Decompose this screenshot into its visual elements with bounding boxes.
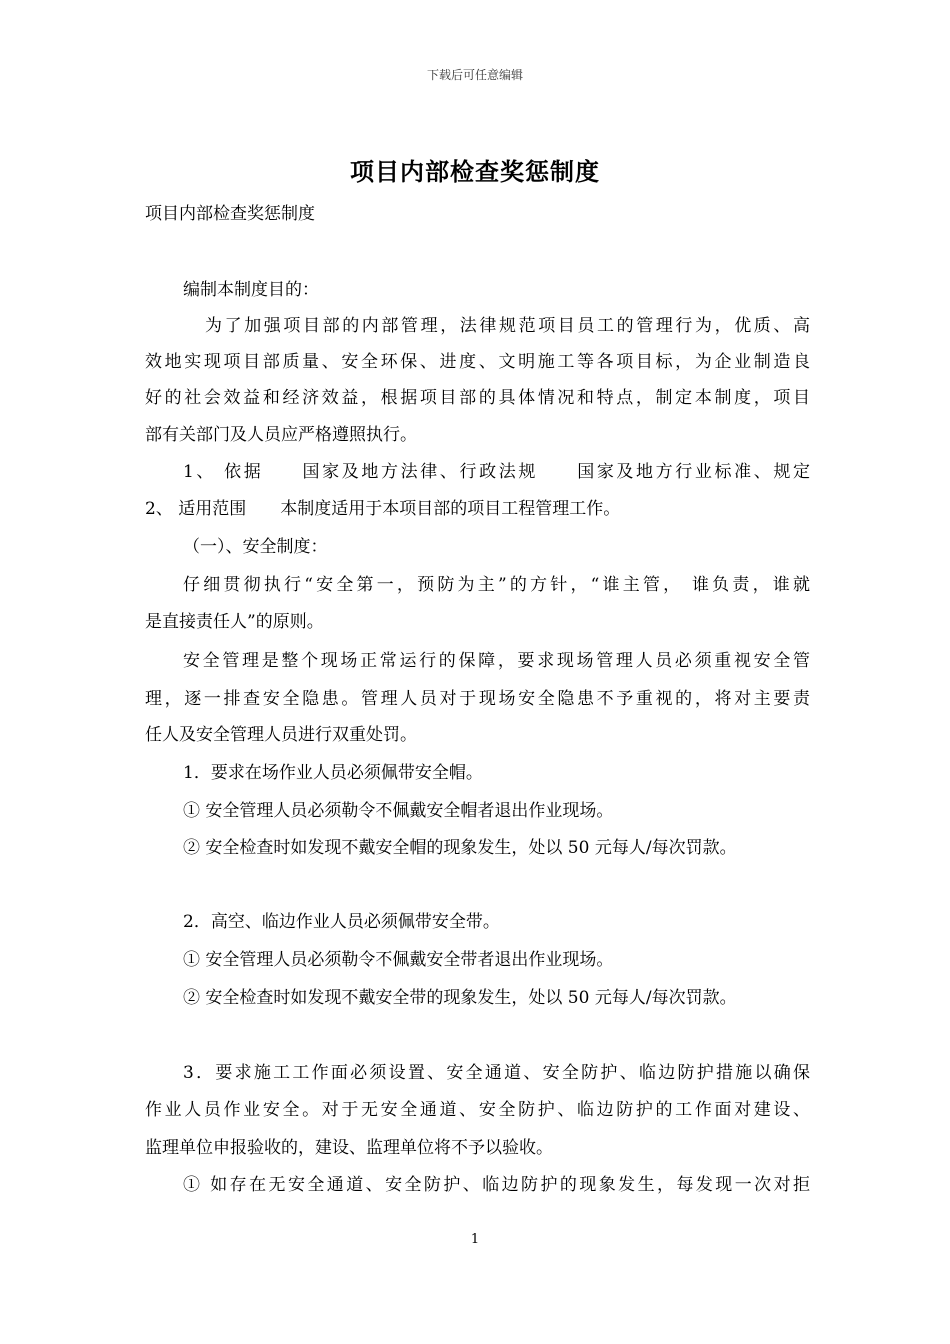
section-heading: （一）、安全制度： bbox=[183, 537, 328, 557]
paragraph-line: 效地实现项目部质量、安全环保、进度、文明施工等各项目标，为企业制造良 bbox=[145, 352, 810, 372]
paragraph-line: 1、 依据 国家及地方法律、行政法规 国家及地方行业标准、规定 bbox=[183, 462, 810, 482]
paragraph-line: 安全管理是整个现场正常运行的保障，要求现场管理人员必须重视安全管 bbox=[183, 651, 810, 671]
list-item: ① 如存在无安全通道、安全防护、临边防护的现象发生，每发现一次对拒 bbox=[183, 1175, 810, 1195]
list-item: ② 安全检查时如发现不戴安全带的现象发生，处以 50 元每人/每次罚款。 bbox=[183, 988, 737, 1008]
paragraph-line: 监理单位申报验收的，建设、监理单位将不予以验收。 bbox=[145, 1138, 553, 1158]
paragraph-line: 仔细贯彻执行“安全第一，预防为主”的方针，“谁主管， 谁负责，谁就 bbox=[183, 575, 810, 595]
subtitle-line: 项目内部检查奖惩制度 bbox=[145, 204, 315, 224]
paragraph-line: 2、 适用范围 本制度适用于本项目部的项目工程管理工作。 bbox=[145, 499, 621, 519]
document-title: 项目内部检查奖惩制度 bbox=[350, 157, 600, 186]
list-item: 2．高空、临边作业人员必须佩带安全带。 bbox=[183, 912, 500, 932]
page-number: 1 bbox=[470, 1232, 480, 1247]
paragraph-line: 为了加强项目部的内部管理，法律规范项目员工的管理行为，优质、高 bbox=[205, 316, 810, 336]
paragraph-line: 任人及安全管理人员进行双重处罚。 bbox=[145, 725, 417, 745]
paragraph-line: 3．要求施工工作面必须设置、安全通道、安全防护、临边防护措施以确保 bbox=[183, 1063, 810, 1083]
paragraph-line: 理，逐一排查安全隐患。管理人员对于现场安全隐患不予重视的，将对主要责 bbox=[145, 689, 810, 709]
paragraph-line: 好的社会效益和经济效益，根据项目部的具体情况和特点，制定本制度，项目 bbox=[145, 388, 810, 408]
paragraph-line: 编制本制度目的： bbox=[183, 280, 319, 300]
paragraph-line: 是直接责任人”的原则。 bbox=[145, 612, 324, 632]
page-header: 下载后可任意编辑 bbox=[426, 68, 523, 82]
list-item: ② 安全检查时如发现不戴安全帽的现象发生，处以 50 元每人/每次罚款。 bbox=[183, 838, 737, 858]
paragraph-line: 作业人员作业安全。对于无安全通道、安全防护、临边防护的工作面对建设、 bbox=[145, 1100, 810, 1120]
list-item: 1．要求在场作业人员必须佩带安全帽。 bbox=[183, 763, 483, 783]
list-item: ① 安全管理人员必须勒令不佩戴安全带者退出作业现场。 bbox=[183, 950, 614, 970]
list-item: ① 安全管理人员必须勒令不佩戴安全帽者退出作业现场。 bbox=[183, 801, 614, 821]
paragraph-line: 部有关部门及人员应严格遵照执行。 bbox=[145, 425, 417, 445]
